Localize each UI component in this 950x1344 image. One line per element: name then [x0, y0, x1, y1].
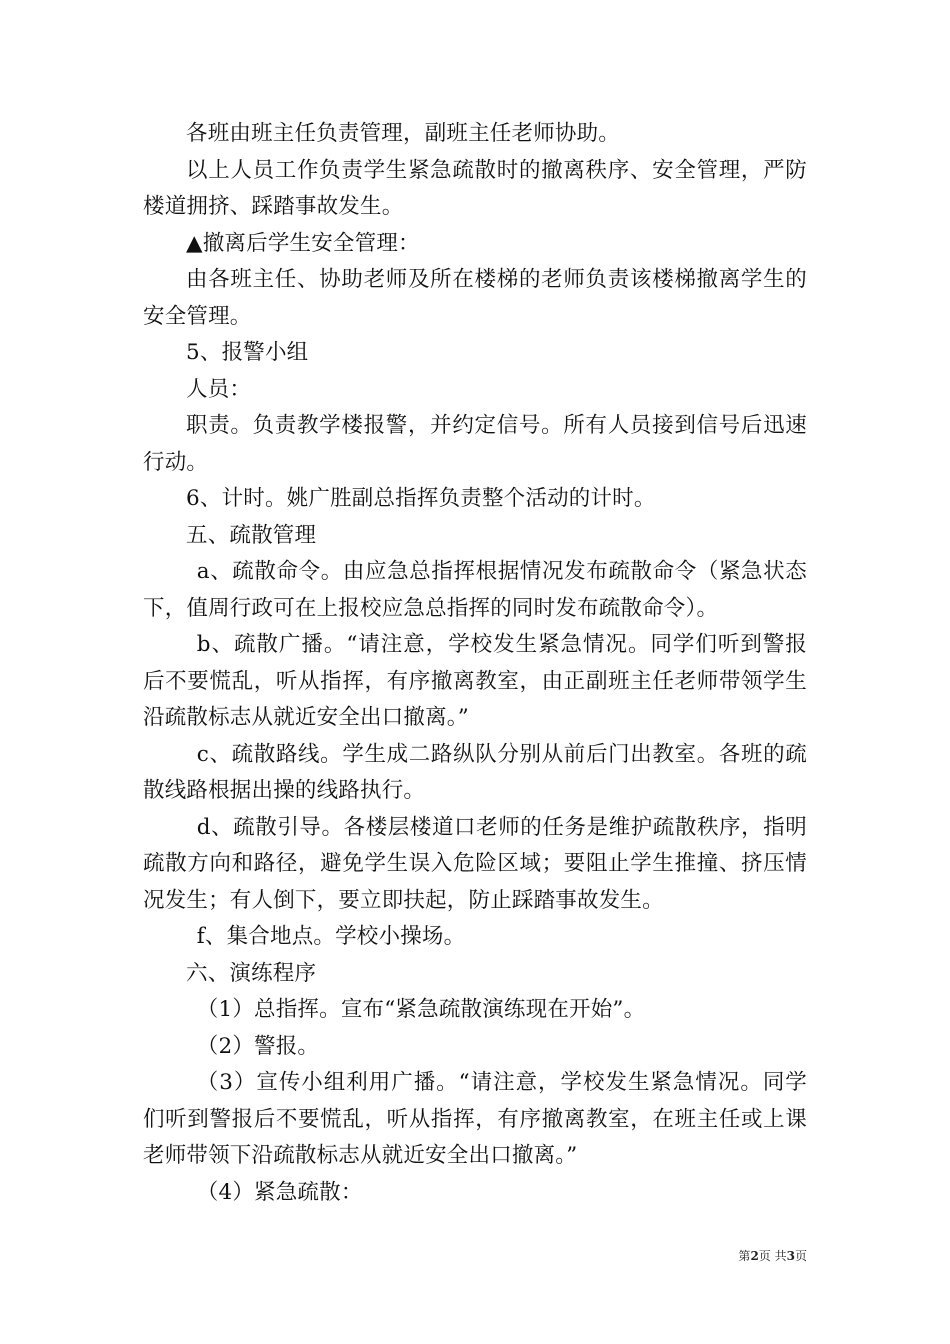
- footer-total-pages: 3: [786, 1249, 795, 1263]
- section-heading-evacuation-management: 五、疏散管理: [186, 522, 317, 548]
- paragraph-evacuation-command: a、疏散命令。由应急总指挥根据情况发布疏散命令（紧急状态下，值周行政可在上报校应急总指挥的同时发布疏散命令）。: [143, 559, 807, 621]
- page-number-footer: [738, 1247, 807, 1264]
- paragraph-assembly-point: f、集合地点。学校小操场。: [196, 924, 466, 949]
- paragraph-drill-step-4: （4）紧急疏散：: [196, 1179, 363, 1205]
- paragraph-class-management: 各班由班主任负责管理，副班主任老师协助。: [186, 121, 621, 146]
- paragraph-after-evacuation-safety: 由各班主任、协助老师及所在楼梯的老师负责该楼梯撤离学生的安全管理。: [143, 267, 807, 329]
- section-heading-drill-procedure: 六、演练程序: [186, 960, 317, 986]
- paragraph-evacuation-guidance: d、疏散引导。各楼层楼道口老师的任务是维护疏散秩序，指明疏散方向和路径，避免学生误入危险区域；要阻止学生推撞、挤压情况发生；有人倒下，要立即扶起，防止踩踏事故发生。: [143, 814, 807, 913]
- footer-current-page: 2: [750, 1249, 759, 1263]
- paragraph-evacuation-route: c、疏散路线。学生成二路纵队分别从前后门出教室。各班的疏散线路根据出操的线路执行。: [143, 741, 807, 803]
- paragraph-after-evacuation-heading: ▲撤离后学生安全管理：: [186, 230, 420, 256]
- paragraph-drill-step-3: （3）宣传小组利用广播。“请注意，学校发生紧急情况。同学们听到警报后不要慌乱，听从指挥，有序撤离教室，在班主任或上课老师带领下沿疏散标志从就近安全出口撤离。”: [143, 1070, 807, 1168]
- paragraph-alarm-group: 5、报警小组: [186, 340, 309, 365]
- paragraph-drill-step-1: （1）总指挥。宣布“紧急疏散演练现在开始”。: [196, 997, 646, 1022]
- paragraph-alarm-personnel: 人员：: [186, 376, 252, 402]
- document-body: [143, 116, 807, 1211]
- footer-middle: 页 共: [758, 1249, 787, 1263]
- footer-suffix: 页: [794, 1249, 807, 1263]
- footer-prefix: 第: [738, 1249, 751, 1263]
- paragraph-drill-step-2: （2）警报。: [196, 1033, 320, 1059]
- paragraph-evacuation-broadcast: b、疏散广播。“请注意，学校发生紧急情况。同学们听到警报后不要慌乱，听从指挥，有序撤离教室，由正副班主任老师带领学生沿疏散标志从就近安全出口撤离。”: [143, 632, 807, 730]
- paragraph-alarm-duty: 职责。负责教学楼报警，并约定信号。所有人员接到信号后迅速行动。: [143, 413, 807, 475]
- paragraph-evacuation-order: 以上人员工作负责学生紧急疏散时的撤离秩序、安全管理，严防楼道拥挤、踩踏事故发生。: [143, 157, 807, 219]
- paragraph-timing: 6、计时。姚广胜副总指挥负责整个活动的计时。: [186, 486, 656, 511]
